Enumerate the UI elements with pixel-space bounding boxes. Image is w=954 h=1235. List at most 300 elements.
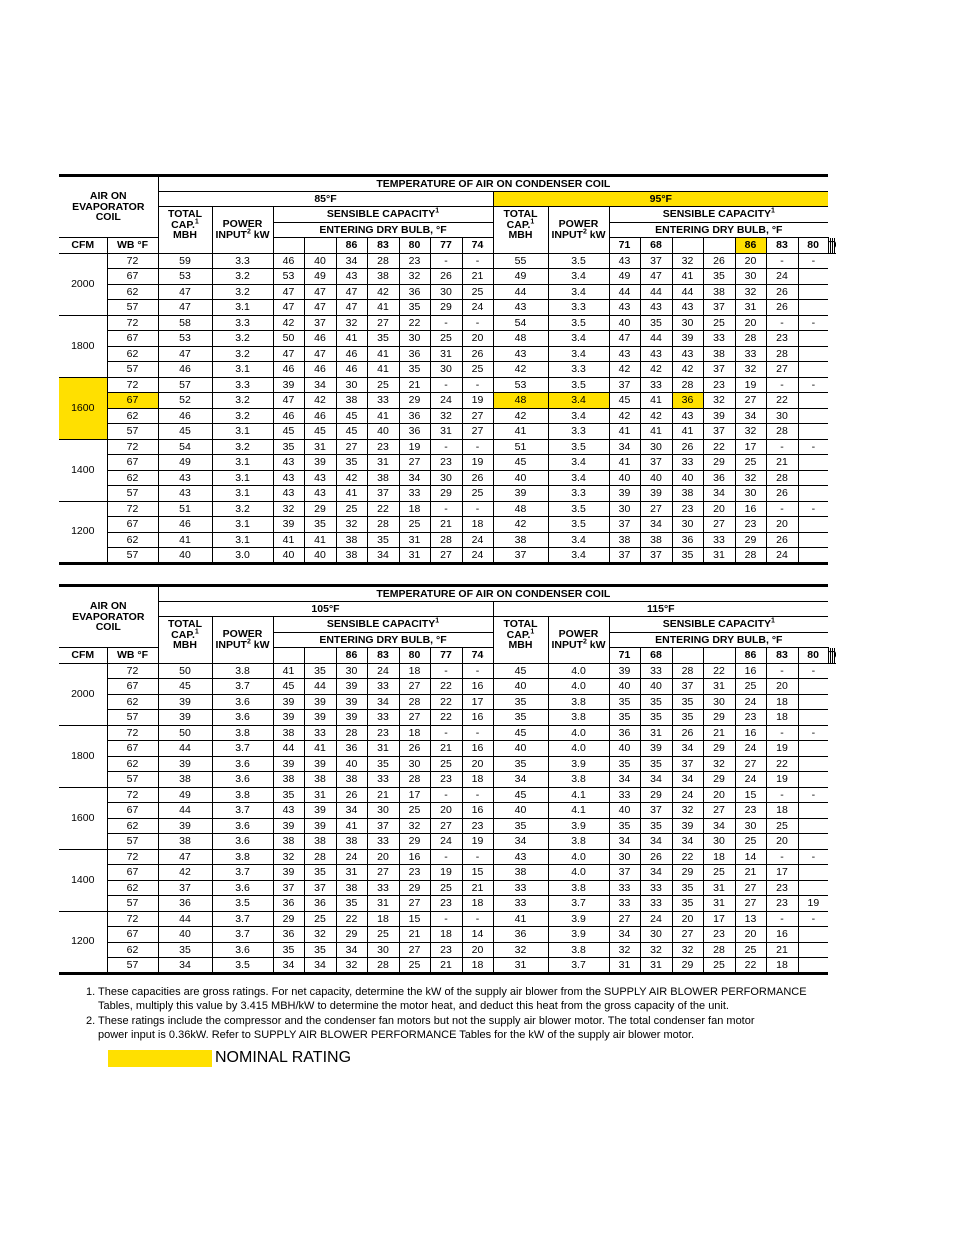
db-header: 83 [367, 648, 399, 664]
table-cell: 45 [273, 679, 304, 695]
table-cell: 43 [640, 346, 672, 362]
table-cell: 19 [798, 896, 828, 912]
table-cell: 36 [399, 346, 430, 362]
table-cell: 41 [336, 818, 367, 834]
input: INPUT [215, 638, 247, 651]
db-header [834, 648, 836, 664]
cap: CAP. [506, 218, 531, 231]
table-cell: 44 [609, 284, 640, 300]
table-cell: 28 [430, 532, 462, 548]
table-cell: 36 [703, 470, 735, 486]
table-cell: 43 [493, 849, 548, 865]
table-cell: 45 [336, 408, 367, 424]
input: INPUT [551, 228, 583, 241]
table-cell: 41 [367, 408, 399, 424]
table-cell: 25 [735, 834, 766, 850]
table-cell: 46 [273, 408, 304, 424]
table-cell: 62 [107, 408, 158, 424]
table-cell: 25 [430, 880, 462, 896]
entering-dry-bulb-header: ENTERING DRY BULB, °F [273, 632, 493, 648]
table-cell: 36 [672, 532, 703, 548]
table-cell: 37 [304, 880, 336, 896]
table-cell: 28 [703, 942, 735, 958]
footnote-marker: 1 [435, 207, 440, 215]
table-cell: 43 [640, 300, 672, 316]
table-cell: 37 [640, 548, 672, 564]
table-cell: 30 [399, 756, 430, 772]
condenser-temp-title: TEMPERATURE OF AIR ON CONDENSER COIL [158, 586, 828, 602]
table-cell [798, 803, 828, 819]
table-cell: 45 [609, 393, 640, 409]
table-cell: 46 [158, 517, 212, 533]
table-cell: 40 [493, 803, 548, 819]
table-cell: 22 [399, 315, 430, 331]
table-cell: 28 [367, 253, 399, 269]
table-cell: 41 [336, 486, 367, 502]
table-cell: 36 [336, 741, 367, 757]
table-cell: - [430, 377, 462, 393]
table-cell: 19 [462, 834, 493, 850]
condenser-temp-a: 105°F [158, 601, 493, 617]
table-cell: 22 [430, 710, 462, 726]
table-cell: 44 [158, 803, 212, 819]
table-cell: 34 [399, 470, 430, 486]
table-cell: 43 [304, 470, 336, 486]
cfm-value: 1800 [59, 725, 107, 787]
table-cell: 43 [158, 486, 212, 502]
table-cell: 67 [107, 741, 158, 757]
table-cell: 39 [304, 710, 336, 726]
table-cell: 40 [336, 756, 367, 772]
table-cell: 21 [430, 517, 462, 533]
table-cell: 20 [462, 331, 493, 347]
table-cell: 3.8 [548, 834, 609, 850]
table-cell: 43 [609, 346, 640, 362]
table-cell: - [766, 911, 798, 927]
table-cell: 33 [609, 787, 640, 803]
table-cell: 30 [336, 377, 367, 393]
db-header: 74 [462, 238, 493, 254]
total-cap-spacer [273, 648, 304, 664]
table-cell: 36 [273, 927, 304, 943]
table-cell: 35 [493, 756, 548, 772]
cfm-value: 1600 [59, 787, 107, 849]
table-cell: 43 [672, 346, 703, 362]
table-cell: 19 [766, 772, 798, 788]
table-cell: 3.8 [548, 880, 609, 896]
table-cell: 35 [672, 694, 703, 710]
db-header: 77 [430, 238, 462, 254]
table-row [59, 284, 836, 300]
table-cell: 26 [766, 532, 798, 548]
table-cell: 3.2 [212, 439, 273, 455]
table-cell: 57 [107, 896, 158, 912]
table-row [59, 439, 836, 455]
table-cell: 33 [304, 725, 336, 741]
table-cell: - [798, 439, 828, 455]
table-cell: 32 [672, 803, 703, 819]
table-cell: 67 [107, 331, 158, 347]
table-cell: 30 [766, 408, 798, 424]
table-cell: 16 [735, 501, 766, 517]
footnote-marker: 1 [530, 218, 535, 225]
table-cell: 45 [336, 424, 367, 440]
table-cell: 27 [367, 865, 399, 881]
table-cell: 25 [735, 679, 766, 695]
table-cell: 33 [367, 772, 399, 788]
table-cell: 47 [273, 346, 304, 362]
table-cell: 22 [703, 663, 735, 679]
table-cell: 38 [672, 486, 703, 502]
table-cell: 35 [640, 818, 672, 834]
total: TOTAL [503, 618, 538, 630]
wb-header: WB °F [107, 238, 158, 254]
table-cell: 3.8 [212, 787, 273, 803]
table-cell: 23 [672, 501, 703, 517]
table-cell: 21 [766, 455, 798, 471]
table-cell: 14 [735, 849, 766, 865]
table-cell: 3.7 [548, 958, 609, 974]
cap: CAP. [171, 628, 195, 641]
table-cell: - [430, 911, 462, 927]
table-cell: 17 [703, 911, 735, 927]
table-cell: 57 [158, 377, 212, 393]
table-cell: 36 [158, 896, 212, 912]
power: POWER [222, 218, 263, 231]
table-cell: 39 [703, 408, 735, 424]
footnote-marker: 1 [194, 628, 199, 635]
table-cell: 33 [703, 532, 735, 548]
table-cell: 59 [158, 253, 212, 269]
power-input-header [548, 207, 609, 254]
table-row [59, 725, 836, 741]
table-cell: 35 [493, 710, 548, 726]
table-cell: 42 [273, 315, 304, 331]
table-cell: 34 [672, 741, 703, 757]
table-cell: 35 [304, 865, 336, 881]
table-cell: 38 [336, 834, 367, 850]
sensible-capacity-header [273, 207, 493, 223]
footnote-1-line-2: Tables, multiply this value by 3.415 MBH/kW to determine the motor heat, and deduct this heat from the gross capacity of the unit. [98, 1000, 729, 1013]
table-cell: - [462, 439, 493, 455]
table-cell: 39 [640, 741, 672, 757]
table-cell: 3.5 [548, 377, 609, 393]
power-input-header [212, 617, 273, 664]
table-cell: 43 [158, 470, 212, 486]
table-row [59, 408, 836, 424]
table-row [59, 501, 836, 517]
table-cell: 35 [609, 818, 640, 834]
table-cell: - [766, 439, 798, 455]
table-cell: 36 [399, 284, 430, 300]
table-cell: 30 [336, 663, 367, 679]
table-cell: 39 [304, 803, 336, 819]
table-cell: 22 [430, 679, 462, 695]
table-cell: 27 [766, 362, 798, 378]
sensible-capacity-header [609, 617, 828, 633]
table-cell: 36 [609, 725, 640, 741]
table-cell: 19 [430, 865, 462, 881]
table-row [59, 942, 836, 958]
table-cell: 32 [672, 253, 703, 269]
table-cell: 62 [107, 694, 158, 710]
table-cell: 42 [640, 362, 672, 378]
table-cell: 3.6 [212, 880, 273, 896]
table-cell: 29 [703, 710, 735, 726]
table-cell: 29 [336, 927, 367, 943]
table-cell: 27 [462, 408, 493, 424]
table-cell: 32 [735, 424, 766, 440]
table-cell: - [462, 849, 493, 865]
table-cell: 67 [107, 865, 158, 881]
table-cell: - [462, 911, 493, 927]
table-cell: 38 [336, 772, 367, 788]
table-cell: 45 [273, 424, 304, 440]
table-cell: 62 [107, 284, 158, 300]
table-cell: 21 [430, 958, 462, 974]
table-cell: 38 [304, 772, 336, 788]
table-cell: 3.9 [548, 756, 609, 772]
table-cell: 36 [672, 393, 703, 409]
table-cell: 34 [735, 408, 766, 424]
table-cell: 32 [609, 942, 640, 958]
table-cell: 38 [273, 725, 304, 741]
table-cell: 35 [158, 942, 212, 958]
table-cell: 43 [609, 300, 640, 316]
table-cell: 45 [158, 679, 212, 695]
table-cell: 39 [609, 486, 640, 502]
table-cell: 29 [735, 532, 766, 548]
table-cell: 3.4 [548, 470, 609, 486]
table-cell: 18 [766, 710, 798, 726]
table-cell: 23 [766, 880, 798, 896]
table-cell: - [766, 315, 798, 331]
table-cell: - [766, 725, 798, 741]
table-cell: 46 [336, 362, 367, 378]
table-cell: 38 [367, 470, 399, 486]
table-cell: 25 [462, 486, 493, 502]
table-cell: 34 [672, 834, 703, 850]
table-cell: 57 [107, 772, 158, 788]
table-cell: 3.3 [548, 486, 609, 502]
table-cell: 24 [766, 269, 798, 285]
table-cell: 72 [107, 377, 158, 393]
table-cell: 39 [304, 818, 336, 834]
table-cell: 18 [399, 501, 430, 517]
table-cell: 26 [672, 725, 703, 741]
table-cell: 51 [158, 501, 212, 517]
table-cell: 22 [336, 911, 367, 927]
table-cell: 31 [703, 548, 735, 564]
table-cell: 40 [273, 548, 304, 564]
table-cell: 3.2 [212, 501, 273, 517]
table-cell: 16 [462, 741, 493, 757]
table-cell: 3.8 [548, 694, 609, 710]
total-cap-header [493, 617, 548, 664]
table-cell [798, 269, 828, 285]
table-cell: 33 [367, 679, 399, 695]
table-cell [798, 679, 828, 695]
table-cell: 28 [367, 517, 399, 533]
table-row [59, 315, 836, 331]
table-cell: 27 [430, 818, 462, 834]
table-cell: 34 [336, 253, 367, 269]
table-cell: 37 [703, 424, 735, 440]
table-cell: 38 [640, 532, 672, 548]
table-cell: 39 [336, 710, 367, 726]
table-row [59, 679, 836, 695]
table-cell: 27 [399, 942, 430, 958]
table-cell: 39 [672, 818, 703, 834]
table-cell: 33 [367, 393, 399, 409]
table-cell: 3.4 [548, 408, 609, 424]
table-cell: 3.1 [212, 470, 273, 486]
table-cell: 40 [493, 679, 548, 695]
table-row [59, 849, 836, 865]
table-cell: 19 [462, 393, 493, 409]
db-header: 80 [399, 648, 430, 664]
table-cell: 20 [462, 942, 493, 958]
db-header: 80 [798, 238, 828, 254]
table-cell: 30 [672, 517, 703, 533]
air-on-evaporator-coil-header [59, 586, 158, 648]
power: POWER [558, 628, 599, 641]
table-cell: 42 [493, 362, 548, 378]
table-cell: 24 [462, 548, 493, 564]
table-cell: 40 [672, 470, 703, 486]
table-cell [798, 532, 828, 548]
table-cell: 3.1 [212, 362, 273, 378]
table-cell: 43 [273, 470, 304, 486]
table-cell: - [766, 663, 798, 679]
table-cell: 25 [462, 362, 493, 378]
table-cell: 30 [735, 818, 766, 834]
table-cell: 31 [399, 548, 430, 564]
table-cell: 41 [640, 393, 672, 409]
table-cell: 31 [609, 958, 640, 974]
db-header: 86 [735, 648, 766, 664]
coil: COIL [95, 211, 121, 224]
table-cell: 45 [493, 725, 548, 741]
table-cell: 15 [462, 865, 493, 881]
table-cell: 37 [609, 517, 640, 533]
table-cell: 41 [158, 532, 212, 548]
table-cell: 28 [399, 772, 430, 788]
db-header: 83 [766, 238, 798, 254]
table-cell: 3.7 [548, 896, 609, 912]
table-cell: 39 [273, 377, 304, 393]
table-cell: 29 [430, 486, 462, 502]
table-cell: 38 [336, 548, 367, 564]
table-cell: 3.8 [212, 849, 273, 865]
db-header: 74 [462, 648, 493, 664]
power: POWER [222, 628, 263, 641]
table-cell: 30 [640, 927, 672, 943]
total: TOTAL [167, 618, 203, 630]
table-cell: 41 [273, 663, 304, 679]
table-cell: 28 [672, 663, 703, 679]
coil: COIL [95, 621, 121, 634]
table-cell: 48 [493, 501, 548, 517]
table-cell [798, 694, 828, 710]
entering-dry-bulb-header: ENTERING DRY BULB, °F [273, 222, 493, 238]
table-cell: 39 [158, 694, 212, 710]
table-cell: 27 [462, 424, 493, 440]
table-cell: 40 [609, 803, 640, 819]
table-cell: 33 [672, 455, 703, 471]
table-cell: 3.8 [212, 725, 273, 741]
db-header: 77 [430, 648, 462, 664]
table-cell: 38 [273, 834, 304, 850]
table-cell: 34 [336, 942, 367, 958]
table-cell [798, 818, 828, 834]
table-cell: 24 [640, 911, 672, 927]
table-cell: - [798, 849, 828, 865]
table-row [59, 362, 836, 378]
table-cell: 3.4 [548, 455, 609, 471]
table-cell: 41 [304, 532, 336, 548]
table-cell: 3.1 [212, 532, 273, 548]
table-cell: 58 [158, 315, 212, 331]
table-cell: 3.6 [212, 694, 273, 710]
input: INPUT [551, 638, 583, 651]
performance-table-1 [59, 174, 836, 565]
table-cell: 30 [430, 362, 462, 378]
table-cell: 31 [640, 958, 672, 974]
footnote-1-line-1: 1. These capacities are gross ratings. For net capacity, determine the kW of the supply air blower from the SUPPLY AIR BLOWER PERFORMANCE [86, 986, 807, 998]
table-cell: 37 [273, 880, 304, 896]
power-spacer [304, 238, 336, 254]
table-cell: 62 [107, 818, 158, 834]
table-cell: 43 [672, 408, 703, 424]
table-cell: 26 [462, 470, 493, 486]
table-cell: 57 [107, 834, 158, 850]
table-cell: 3.5 [548, 439, 609, 455]
table-cell [798, 548, 828, 564]
table-cell: 3.1 [212, 424, 273, 440]
condenser-temp-a: 85°F [158, 191, 493, 207]
table-cell: 43 [672, 300, 703, 316]
table-cell: 23 [703, 377, 735, 393]
table-cell: 39 [609, 663, 640, 679]
table-cell: 26 [766, 486, 798, 502]
table-cell: 3.8 [548, 710, 609, 726]
table-cell: 72 [107, 253, 158, 269]
table-cell: 40 [493, 470, 548, 486]
table-cell: 31 [493, 958, 548, 974]
db-header: 71 [609, 238, 640, 254]
table-cell: 23 [735, 517, 766, 533]
table-cell: 33 [367, 880, 399, 896]
table-cell: 45 [493, 455, 548, 471]
table-cell: 31 [430, 346, 462, 362]
table-cell: 27 [640, 501, 672, 517]
table-cell [798, 741, 828, 757]
table-cell: 47 [304, 300, 336, 316]
table-cell: 3.2 [212, 393, 273, 409]
table-cell: 16 [462, 710, 493, 726]
table-cell: 25 [735, 942, 766, 958]
table-cell: - [430, 663, 462, 679]
cfm-value: 1400 [59, 849, 107, 911]
table-cell: 62 [107, 756, 158, 772]
table-cell: 38 [367, 269, 399, 285]
table-cell: 37 [367, 486, 399, 502]
table-cell: 25 [462, 284, 493, 300]
table-cell: - [430, 501, 462, 517]
table-cell: 38 [703, 284, 735, 300]
cap: CAP. [171, 218, 195, 231]
